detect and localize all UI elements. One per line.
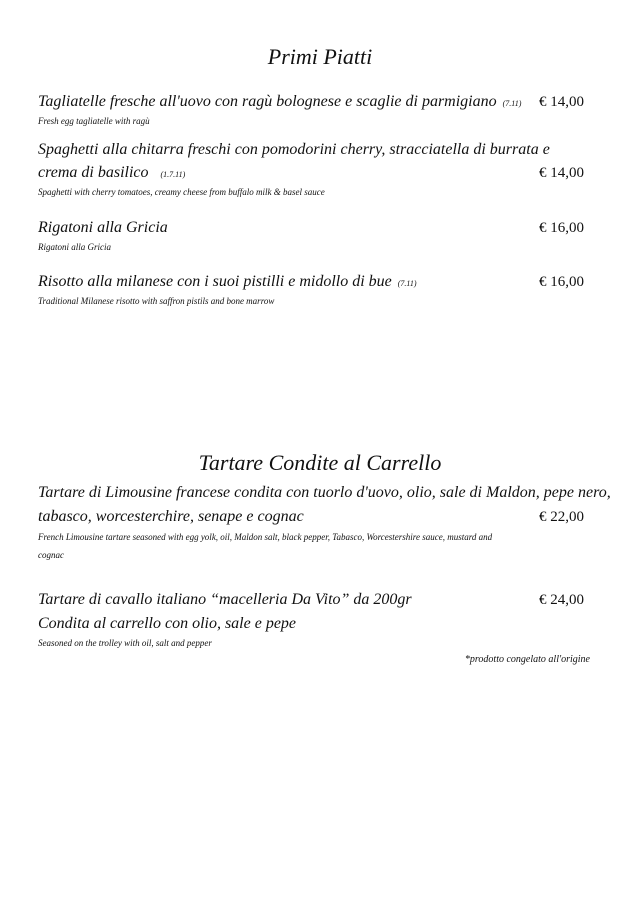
menu-item-price: € 14,00 xyxy=(539,94,584,110)
menu-item-name xyxy=(38,92,521,114)
section-title-primi-piatti: Primi Piatti xyxy=(267,44,373,69)
menu-item-name: tabasco, worcesterchire, senape e cognac xyxy=(38,508,304,525)
menu-item-price: € 16,00 xyxy=(539,274,584,290)
menu-item-price: € 24,00 xyxy=(539,592,584,608)
section-title-tartare: Tartare Condite al Carrello xyxy=(198,450,442,475)
allergens: (7.11) xyxy=(397,279,417,288)
frozen-product-note: *prodotto congelato all'origine xyxy=(464,654,590,665)
menu-item-name xyxy=(38,163,185,185)
menu-item-price: € 22,00 xyxy=(539,509,584,525)
menu-item-description: Rigatoni alla Gricia xyxy=(38,242,111,252)
menu-item-name xyxy=(38,272,417,294)
menu-item-price: € 16,00 xyxy=(539,220,584,236)
item-name: Risotto alla milanese con i suoi pistilli e midollo di bue xyxy=(38,273,392,290)
allergens: (1.7.11) xyxy=(160,170,186,179)
item-name: crema di basilico xyxy=(38,164,149,181)
menu-item-description: Fresh egg tagliatelle with ragù xyxy=(38,116,150,126)
menu-item-name: Tartare di cavallo italiano “macelleria Da Vito” da 200gr xyxy=(38,591,412,608)
menu-item-description: Traditional Milanese risotto with saffron pistils and bone marrow xyxy=(38,296,275,306)
menu-item-name: Spaghetti alla chitarra freschi con pomodorini cherry, stracciatella di burrata e xyxy=(38,141,550,158)
menu-item-name: Rigatoni alla Gricia xyxy=(38,219,168,236)
menu-item-description: French Limousine tartare seasoned with egg yolk, oil, Maldon salt, black pepper, Tabasco, Worcestershire sauce, mustard and xyxy=(38,532,493,542)
menu-item-description: Seasoned on the trolley with oil, salt and pepper xyxy=(38,638,212,648)
menu-item-name: Tartare di Limousine francese condita con tuorlo d'uovo, olio, sale di Maldon, pepe nero, xyxy=(38,484,611,501)
menu-item-name: Condita al carrello con olio, sale e pepe xyxy=(38,615,297,632)
menu-item-description: Spaghetti with cherry tomatoes, creamy cheese from buffalo milk & basel sauce xyxy=(38,187,325,197)
menu-item-description: cognac xyxy=(38,550,64,560)
menu-item-price: € 14,00 xyxy=(539,165,584,181)
item-name: Tagliatelle fresche all'uovo con ragù bolognese e scaglie di parmigiano xyxy=(38,93,497,110)
allergens: (7.11) xyxy=(502,99,522,108)
